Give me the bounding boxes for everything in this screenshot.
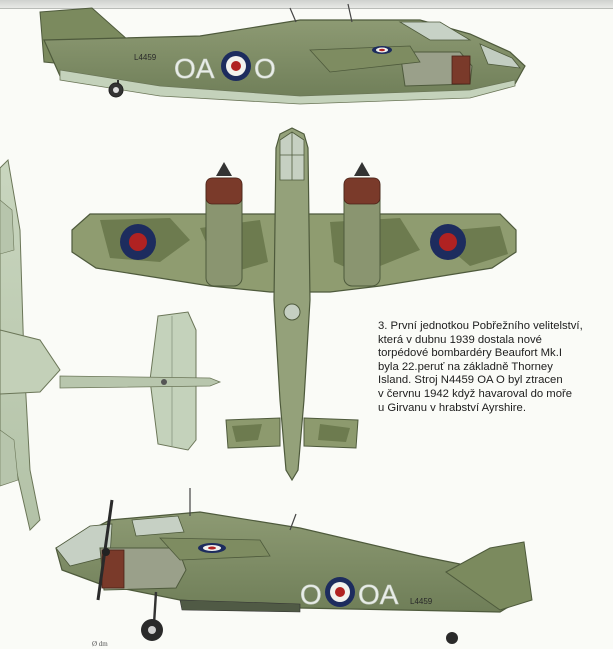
caption-line: u Girvanu v hrabství Ayrshire. [378,401,526,414]
caption-line: Island. Stroj N4459 OA O byl ztracen [378,374,563,387]
code-letters-left: OA [174,53,215,84]
caption-line: byla 22.peruť na základně Thorney [378,360,553,373]
plan-view-top [72,128,516,480]
side-profile-top [40,4,525,104]
aircraft-caption [378,320,600,415]
caption-line: v červnu 1942 když havaroval do moře [378,387,573,400]
serial-number-bottom: L4459 [410,597,433,606]
artist-signature: Ø dm [92,640,108,648]
code-letters-right: O [254,53,276,84]
code-letters-right-bottom: OA [358,579,399,610]
caption-line: která v dubnu 1939 dostala nové [378,333,542,346]
code-letters-left-bottom: O [300,579,322,610]
caption-line: torpédové bombardéry Beaufort Mk.I [378,347,562,360]
underside-view-partial [0,160,60,530]
tail-detail-view [60,312,220,450]
serial-number: L4459 [134,53,157,62]
side-profile-bottom [56,488,532,644]
caption-line: 3. První jednotkou Pobřežního velitelství, [378,320,583,332]
